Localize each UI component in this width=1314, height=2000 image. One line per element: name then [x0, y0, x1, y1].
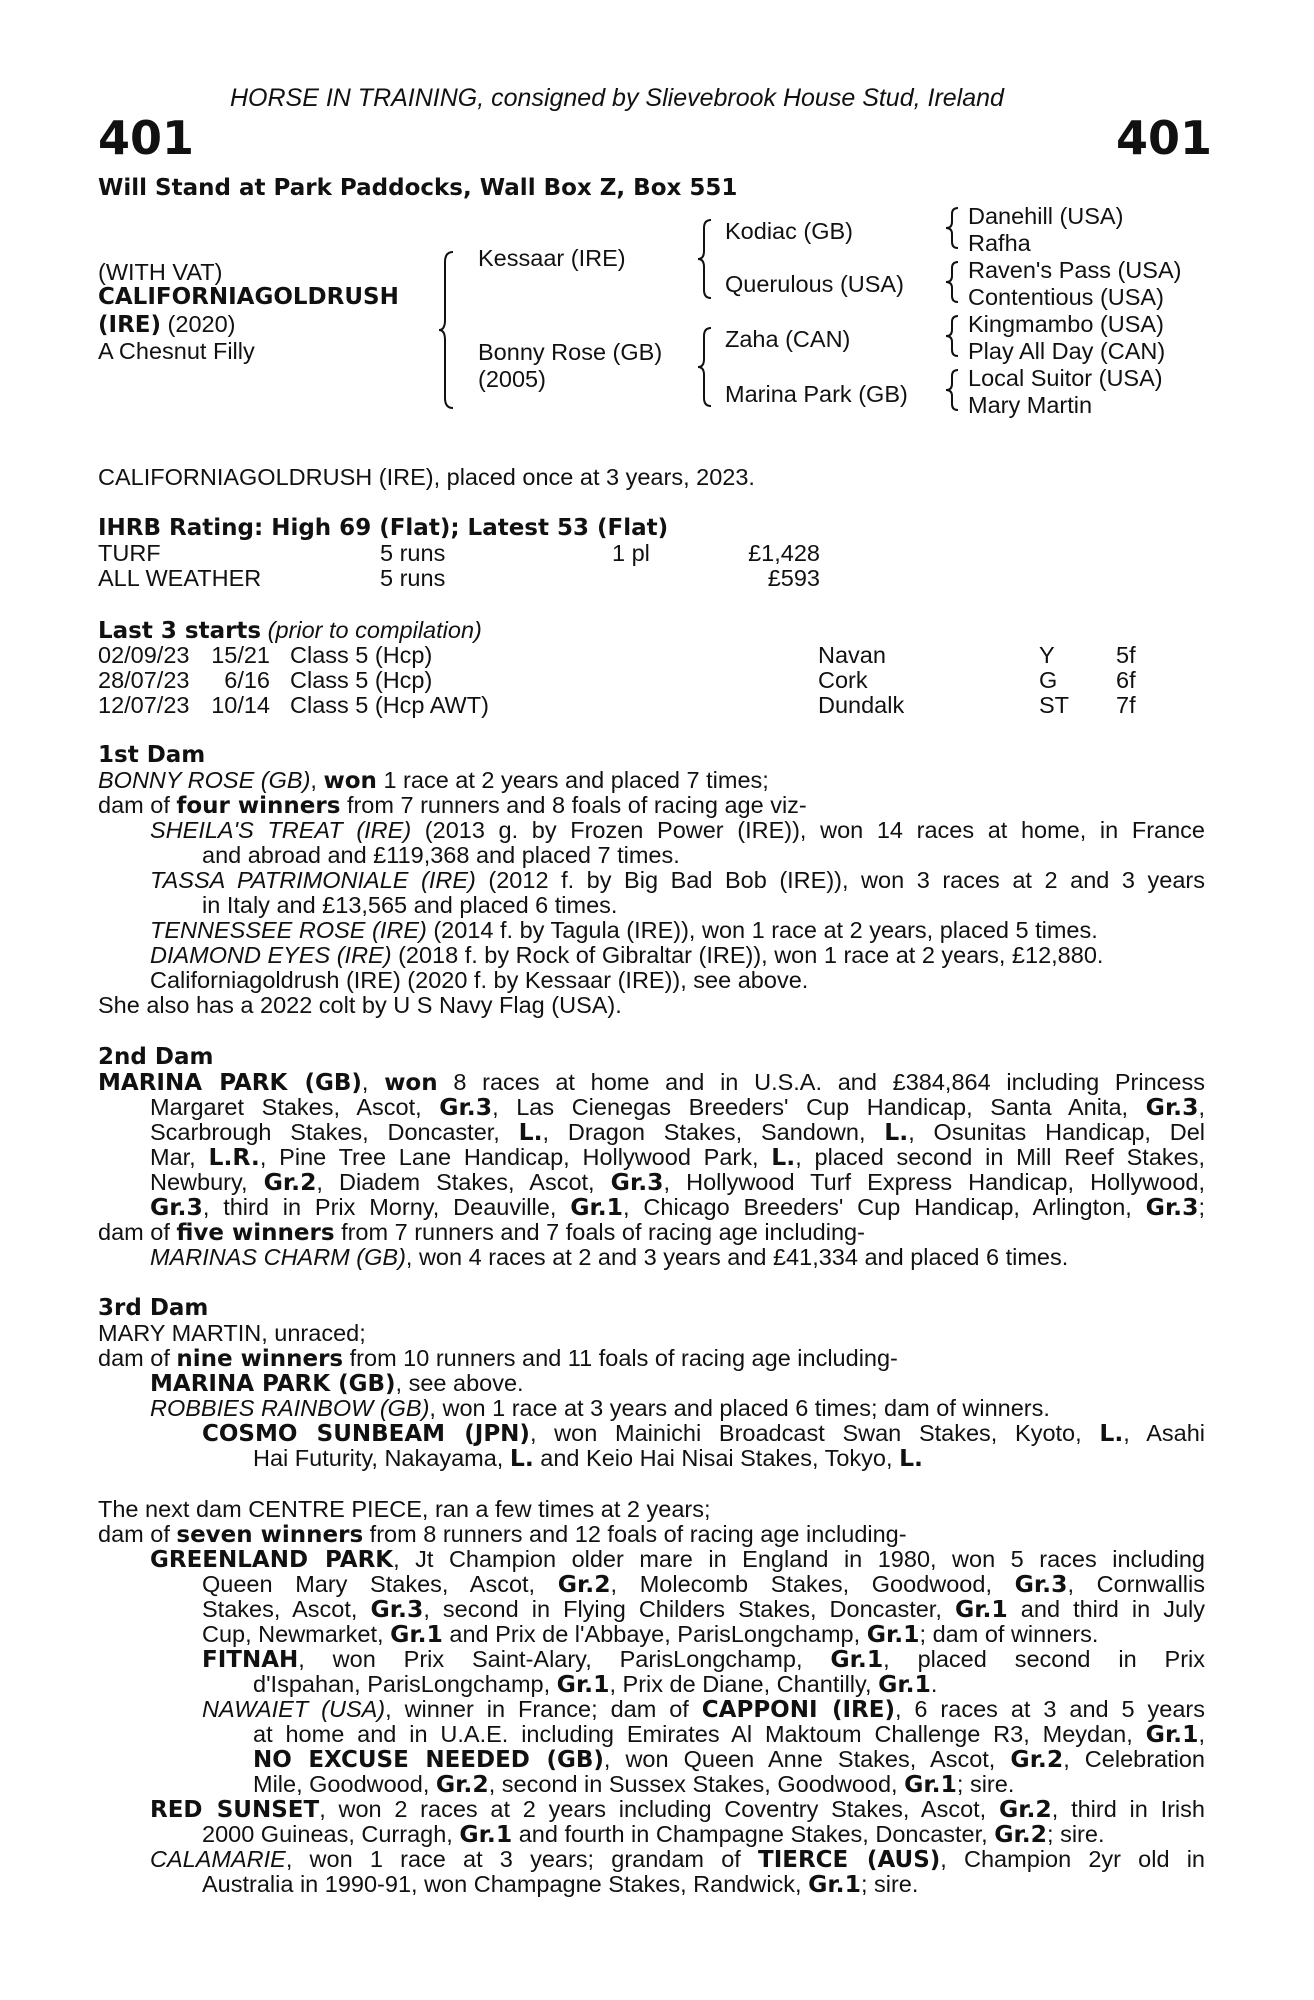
pedigree-gen4-1: Danehill (USA): [968, 203, 1124, 229]
dam4-redsunset-2: 2000 Guineas, Curragh, Gr.1 and fourth in Champagne Stakes, Doncaster, Gr.2; sire.: [202, 1820, 1105, 1848]
dam4-greenland-4: Cup, Newmarket, Gr.1 and Prix de l'Abbaye, ParisLongchamp, Gr.1; dam of winners.: [202, 1620, 1099, 1648]
dam3-line6: Hai Futurity, Nakayama, L. and Keio Hai Nisai Stakes, Tokyo, L.: [253, 1444, 923, 1472]
dam2-line8: MARINAS CHARM (GB), won 4 races at 2 and 3 years and £41,334 and placed 6 times.: [150, 1244, 1069, 1270]
dam4-redsunset-1: RED SUNSET, won 2 races at 2 years including Coventry Stakes, Ascot, Gr.2, third in Irish: [150, 1795, 1205, 1823]
pedigree-brace-dam: [697, 326, 715, 408]
dam1-line1: BONNY ROSE (GB), won 1 race at 2 years and placed 7 times;: [98, 767, 769, 794]
start-date: 28/07/23: [98, 667, 190, 693]
rating-turf-placed: 1 pl: [612, 540, 650, 566]
dam4-fitnah-2: d'Ispahan, ParisLongchamp, Gr.1, Prix de Diane, Chantilly, Gr.1.: [253, 1670, 938, 1698]
pedigree-gen4-7: Local Suitor (USA): [968, 365, 1163, 391]
pedigree-gen3-2: Querulous (USA): [725, 271, 904, 297]
dam3-line5: COSMO SUNBEAM (JPN), won Mainichi Broadcast Swan Stakes, Kyoto, L., Asahi: [202, 1419, 1206, 1447]
start-going: G: [1039, 667, 1058, 693]
start-course: Cork: [818, 667, 868, 693]
pedigree-brace-g4-3: [945, 314, 961, 358]
dam4-calamarie-2: Australia in 1990-91, won Champagne Stakes, Randwick, Gr.1; sire.: [202, 1870, 919, 1898]
pedigree-brace-g4-2: [945, 260, 961, 304]
dam3-line4: ROBBIES RAINBOW (GB), won 1 race at 3 years and placed 6 times; dam of winners.: [150, 1395, 1050, 1421]
rating-aw-earnings: £593: [767, 565, 820, 591]
pedigree-gen3-1: Kodiac (GB): [725, 218, 853, 244]
pedigree-gen4-2: Rafha: [968, 230, 1031, 256]
pedigree-gen4-5: Kingmambo (USA): [968, 311, 1164, 337]
dam1-progeny-4: DIAMOND EYES (IRE) (2018 f. by Rock of Gibraltar (IRE)), won 1 race at 2 years, £12,880.: [150, 942, 1104, 968]
pedigree-dam: Bonny Rose (GB): [478, 339, 663, 365]
pedigree-brace-g4-1: [945, 206, 961, 250]
dam2-line2: Margaret Stakes, Ascot, Gr.3, Las Cienegas Breeders' Cup Handicap, Santa Anita, Gr.3,: [150, 1093, 1205, 1121]
dam3-line2: dam of nine winners from 10 runners and 11 foals of racing age including-: [98, 1345, 898, 1372]
rating-aw-runs: 5 runs: [380, 565, 446, 591]
vat-note: (WITH VAT): [98, 259, 223, 285]
horse-name-suffix: (IRE) (2020): [98, 311, 236, 338]
dam4-nawaiet-4: Mile, Goodwood, Gr.2, second in Sussex Stakes, Goodwood, Gr.1; sire.: [253, 1770, 1015, 1798]
pedigree-gen3-3: Zaha (CAN): [725, 326, 851, 352]
rating-turf-surface: TURF: [98, 540, 161, 566]
dam1-progeny-1-cont: and abroad and £119,368 and placed 7 times.: [202, 842, 680, 868]
dam3-line3: MARINA PARK (GB), see above.: [150, 1370, 524, 1397]
dam1-progeny-3: TENNESSEE ROSE (IRE) (2014 f. by Tagula (IRE)), won 1 race at 2 years, placed 5 times.: [150, 917, 1098, 943]
dam4-nawaiet-3: NO EXCUSE NEEDED (GB), won Queen Anne Stakes, Ascot, Gr.2, Celebration: [253, 1745, 1205, 1773]
pedigree-sire: Kessaar (IRE): [478, 245, 626, 271]
dam4-line1: The next dam CENTRE PIECE, ran a few times at 2 years;: [98, 1496, 711, 1522]
dam2-line3: Scarbrough Stakes, Doncaster, L., Dragon Stakes, Sandown, L., Osunitas Handicap, Del: [150, 1118, 1205, 1146]
pedigree-dam-year: (2005): [478, 366, 546, 392]
dam4-greenland-3: Stakes, Ascot, Gr.3, second in Flying Childers Stakes, Doncaster, Gr.1 and third in July: [202, 1595, 1205, 1623]
dam4-fitnah-1: FITNAH, won Prix Saint-Alary, ParisLongchamp, Gr.1, placed second in Prix: [202, 1645, 1205, 1673]
pedigree-gen4-6: Play All Day (CAN): [968, 338, 1166, 364]
start-position: 6/16: [224, 667, 270, 693]
start-course: Navan: [818, 642, 886, 668]
start-class: Class 5 (Hcp): [290, 667, 433, 693]
dam4-greenland-2: Queen Mary Stakes, Ascot, Gr.2, Molecomb Stakes, Goodwood, Gr.3, Cornwallis: [202, 1570, 1205, 1598]
lot-number-right: 401: [1116, 111, 1213, 165]
rating-aw-surface: ALL WEATHER: [98, 565, 262, 591]
dam3-heading: 3rd Dam: [98, 1295, 209, 1321]
pedigree-gen4-4: Contentious (USA): [968, 284, 1164, 310]
start-going: ST: [1039, 692, 1070, 718]
start-class: Class 5 (Hcp AWT): [290, 692, 489, 718]
dam1-progeny-5: Californiagoldrush (IRE) (2020 f. by Kessaar (IRE)), see above.: [150, 967, 809, 993]
dam2-line1: MARINA PARK (GB), won 8 races at home and in U.S.A. and £384,864 including Princess: [98, 1069, 1205, 1096]
start-going: Y: [1039, 642, 1055, 668]
dam1-note: She also has a 2022 colt by U S Navy Flag (USA).: [98, 992, 622, 1018]
pedigree-gen4-3: Raven's Pass (USA): [968, 257, 1182, 283]
lot-number-left: 401: [98, 111, 195, 165]
consignment-line: HORSE IN TRAINING, consigned by Slievebrook House Stud, Ireland: [230, 84, 1004, 112]
dam2-line7: dam of five winners from 7 runners and 7 foals of racing age including-: [98, 1219, 865, 1246]
start-distance: 5f: [1116, 642, 1136, 668]
dam2-line5: Newbury, Gr.2, Diadem Stakes, Ascot, Gr.3, Hollywood Turf Express Handicap, Hollywood,: [150, 1168, 1206, 1196]
pedigree-gen4-8: Mary Martin: [968, 392, 1093, 418]
start-class: Class 5 (Hcp): [290, 642, 433, 668]
pedigree-brace-g4-4: [945, 368, 961, 412]
dam4-calamarie-1: CALAMARIE, won 1 race at 3 years; grandam of TIERCE (AUS), Champion 2yr old in: [150, 1846, 1206, 1873]
dam4-line2: dam of seven winners from 8 runners and 12 foals of racing age including-: [98, 1521, 907, 1548]
start-date: 02/09/23: [98, 642, 190, 668]
dam3-line1: MARY MARTIN, unraced;: [98, 1320, 366, 1346]
dam1-progeny-1: SHEILA'S TREAT (IRE) (2013 g. by Frozen Power (IRE)), won 14 races at home, in France: [150, 817, 1205, 843]
pedigree-brace-main: [437, 250, 457, 410]
stand-location: Will Stand at Park Paddocks, Wall Box Z, Box 551: [98, 175, 738, 201]
horse-description: A Chesnut Filly: [98, 338, 255, 364]
dam1-line2: dam of four winners from 7 runners and 8 foals of racing age viz-: [98, 792, 807, 819]
start-distance: 7f: [1116, 692, 1136, 718]
dam1-progeny-2: TASSA PATRIMONIALE (IRE) (2012 f. by Big Bad Bob (IRE)), won 3 races at 2 and 3 years: [150, 867, 1205, 893]
rating-turf-earnings: £1,428: [748, 540, 820, 566]
rating-turf-runs: 5 runs: [380, 540, 446, 566]
dam1-heading: 1st Dam: [98, 742, 206, 768]
rating-heading: IHRB Rating: High 69 (Flat); Latest 53 (Flat): [98, 515, 669, 541]
dam2-heading: 2nd Dam: [98, 1044, 214, 1070]
start-course: Dundalk: [818, 692, 905, 718]
start-date: 12/07/23: [98, 692, 190, 718]
pedigree-brace-sire: [697, 218, 715, 300]
dam4-nawaiet-1: NAWAIET (USA), winner in France; dam of CAPPONI (IRE), 6 races at 3 and 5 years: [202, 1696, 1205, 1723]
horse-name: CALIFORNIAGOLDRUSH: [98, 284, 399, 310]
pedigree-gen3-4: Marina Park (GB): [725, 381, 908, 407]
start-distance: 6f: [1116, 667, 1136, 693]
dam2-line6: Gr.3, third in Prix Morny, Deauville, Gr.1, Chicago Breeders' Cup Handicap, Arlington, Gr.3;: [150, 1193, 1205, 1221]
last-starts-heading: Last 3 starts (prior to compilation): [98, 617, 482, 644]
dam4-nawaiet-2: at home and in U.A.E. including Emirates Al Maktoum Challenge R3, Meydan, Gr.1,: [253, 1720, 1205, 1748]
start-position: 10/14: [211, 692, 270, 718]
dam4-greenland-1: GREENLAND PARK, Jt Champion older mare in England in 1980, won 5 races including: [150, 1546, 1205, 1573]
race-summary: CALIFORNIAGOLDRUSH (IRE), placed once at 3 years, 2023.: [98, 464, 755, 490]
dam1-progeny-2-cont: in Italy and £13,565 and placed 6 times.: [202, 892, 618, 918]
start-position: 15/21: [211, 642, 270, 668]
dam2-line4: Mar, L.R., Pine Tree Lane Handicap, Hollywood Park, L., placed second in Mill Reef Stakes,: [150, 1143, 1205, 1171]
